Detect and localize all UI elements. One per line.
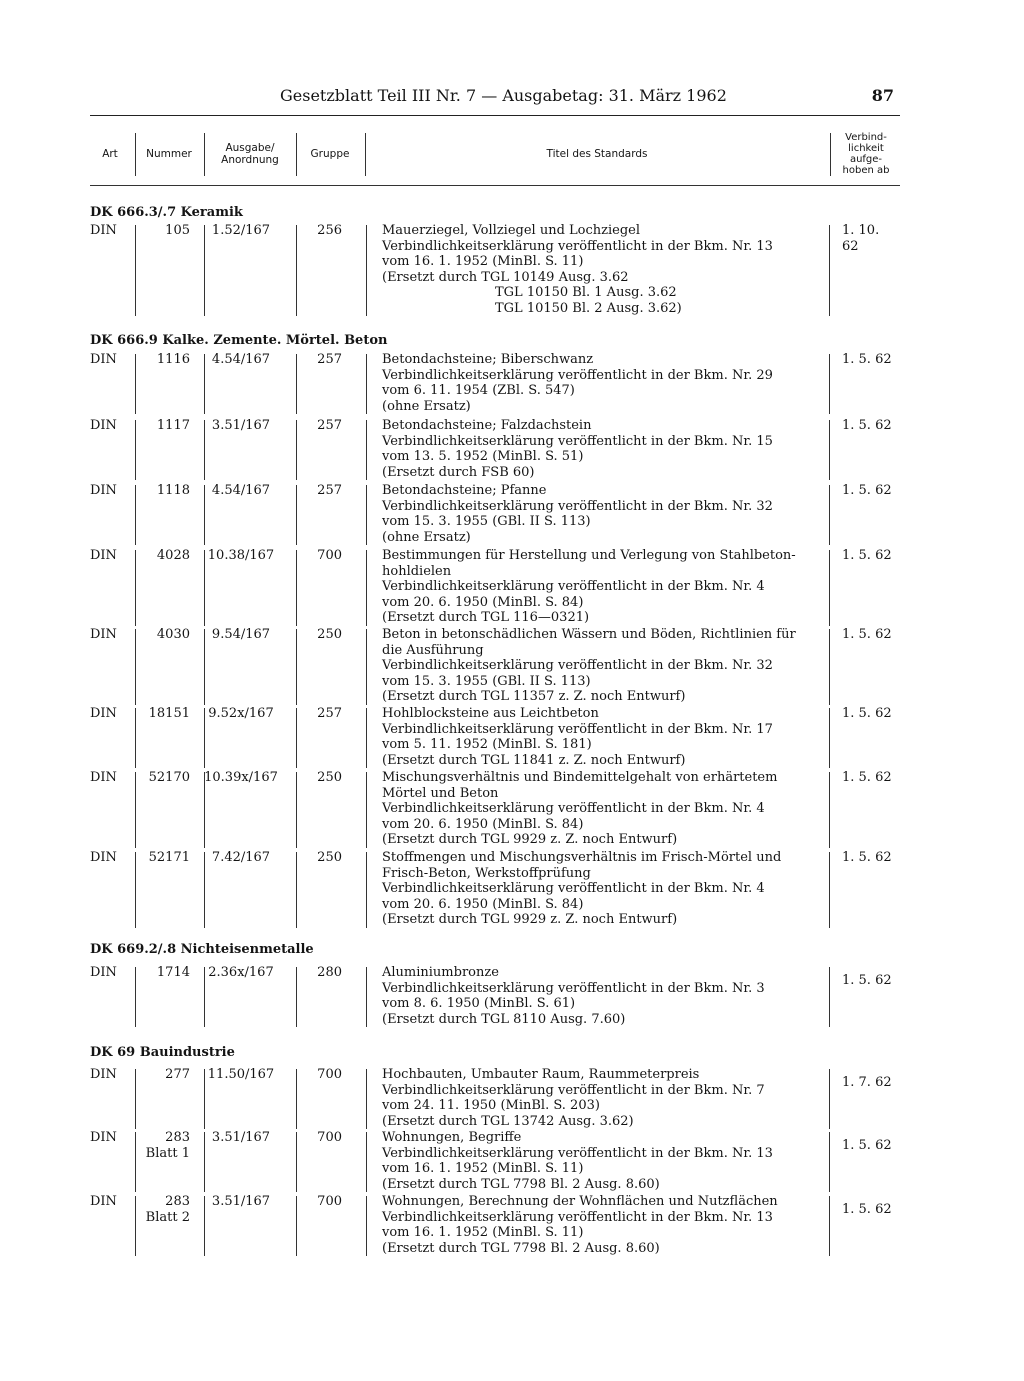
nummer-value: 18151 bbox=[148, 706, 190, 721]
title-line: Mischungsverhältnis und Bindemittelgehalt von erhärtetem bbox=[382, 770, 778, 785]
title-line: Verbindlichkeitserklärung veröffentlicht in der Bkm. Nr. 32 bbox=[382, 498, 773, 514]
title-line: vom 20. 6. 1950 (MinBl. S. 84) bbox=[382, 816, 584, 832]
gruppe-cell: 250 bbox=[317, 627, 342, 642]
ausgabe-cell: 10.38/167 bbox=[207, 548, 275, 563]
column-rule bbox=[296, 629, 297, 705]
ausgabe-cell: 4.54/167 bbox=[211, 352, 271, 367]
column-rule bbox=[829, 485, 830, 545]
title-line: (Ersetzt durch TGL 116—0321) bbox=[382, 610, 590, 625]
title-line: Betondachsteine; Falzdachstein bbox=[382, 418, 592, 433]
column-rule bbox=[204, 354, 205, 414]
column-rule bbox=[204, 420, 205, 480]
title-line: Stoffmengen und Mischungsverhältnis im Frisch-Mörtel und bbox=[382, 850, 782, 865]
gruppe-cell: 257 bbox=[317, 483, 342, 498]
col-header-verbindlichkeit: Verbind- lichkeit aufge- hoben ab bbox=[842, 132, 890, 176]
column-rule bbox=[296, 420, 297, 480]
title-line: (Ersetzt durch TGL 7798 Bl. 2 Ausg. 8.60) bbox=[382, 1240, 660, 1256]
header-title: Gesetzblatt Teil III Nr. 7 — Ausgabetag: 31. März 1962 bbox=[280, 86, 727, 105]
gruppe-cell: 257 bbox=[317, 418, 342, 433]
table-row bbox=[90, 1194, 902, 1256]
column-rule bbox=[366, 225, 367, 316]
section-heading: DK 666.9 Kalke. Zemente. Mörtel. Beton bbox=[90, 333, 388, 348]
title-line: (Ersetzt durch TGL 11841 z. Z. noch Entwurf) bbox=[382, 752, 686, 768]
table-row bbox=[90, 418, 902, 480]
title-line: Aluminiumbronze bbox=[382, 965, 499, 980]
nummer-value: 4028 bbox=[156, 548, 190, 563]
art-cell: DIN bbox=[90, 223, 117, 238]
column-rule bbox=[366, 550, 367, 626]
column-rule bbox=[296, 485, 297, 545]
col-header-gruppe: Gruppe bbox=[310, 148, 350, 160]
column-rule bbox=[829, 420, 830, 480]
column-rule bbox=[366, 708, 367, 768]
column-rule bbox=[366, 772, 367, 848]
title-cell bbox=[382, 223, 830, 316]
gruppe-cell: 257 bbox=[317, 352, 342, 367]
column-rule bbox=[204, 1069, 205, 1129]
aufgehoben-cell: 1. 5. 62 bbox=[842, 770, 892, 785]
column-rule bbox=[135, 772, 136, 848]
title-line: Verbindlichkeitserklärung veröffentlicht in der Bkm. Nr. 17 bbox=[382, 721, 773, 737]
column-rule bbox=[135, 1196, 136, 1256]
title-line: (Ersetzt durch TGL 13742 Ausg. 3.62) bbox=[382, 1113, 634, 1129]
title-line: Verbindlichkeitserklärung veröffentlicht in der Bkm. Nr. 32 bbox=[382, 658, 773, 673]
column-rule bbox=[135, 629, 136, 705]
title-line: (Ersetzt durch TGL 10149 Ausg. 3.62 bbox=[382, 269, 629, 285]
aufgehoben-cell: 1. 5. 62 bbox=[842, 548, 892, 563]
col-header-titel: Titel des Standards bbox=[546, 148, 648, 160]
title-line: vom 15. 3. 1955 (GBl. II S. 113) bbox=[382, 514, 591, 529]
title-line: Verbindlichkeitserklärung veröffentlicht in der Bkm. Nr. 13 bbox=[382, 238, 773, 254]
title-line: Betondachsteine; Biberschwanz bbox=[382, 352, 594, 367]
col-divider bbox=[830, 133, 831, 176]
header-rule bbox=[90, 115, 900, 116]
section-heading: DK 666.3/.7 Keramik bbox=[90, 205, 243, 220]
table-row bbox=[90, 1067, 902, 1129]
nummer-value: 283 bbox=[165, 1194, 190, 1209]
column-rule bbox=[366, 1132, 367, 1192]
title-line: Verbindlichkeitserklärung veröffentlicht in der Bkm. Nr. 7 bbox=[382, 1082, 765, 1098]
art-cell: DIN bbox=[90, 770, 117, 785]
column-rule bbox=[366, 1196, 367, 1256]
title-line: Wohnungen, Berechnung der Wohnflächen und Nutzflächen bbox=[382, 1194, 778, 1209]
column-rule bbox=[829, 225, 830, 316]
column-rule bbox=[829, 1069, 830, 1129]
column-rule bbox=[135, 485, 136, 545]
art-cell: DIN bbox=[90, 483, 117, 498]
title-line: die Ausführung bbox=[382, 642, 484, 658]
ausgabe-cell: 9.54/167 bbox=[211, 627, 271, 642]
title-line: vom 13. 5. 1952 (MinBl. S. 51) bbox=[382, 449, 584, 464]
aufgehoben-cell: 1. 5. 62 bbox=[842, 483, 892, 498]
column-rule bbox=[296, 1069, 297, 1129]
title-line: Betondachsteine; Pfanne bbox=[382, 483, 547, 498]
ausgabe-cell: 3.51/167 bbox=[211, 1194, 271, 1209]
aufgehoben-cell: 1. 5. 62 bbox=[842, 627, 892, 642]
column-rule bbox=[204, 629, 205, 705]
col-divider bbox=[296, 133, 297, 176]
col-header-ausgabe: Ausgabe/ Anordnung bbox=[221, 142, 279, 166]
ausgabe-cell: 2.36x/167 bbox=[208, 965, 274, 980]
title-line: vom 16. 1. 1952 (MinBl. S. 11) bbox=[382, 254, 584, 269]
title-line: (Ersetzt durch TGL 9929 z. Z. noch Entwurf) bbox=[382, 832, 678, 847]
nummer-value: 52170 bbox=[148, 770, 190, 785]
title-line: vom 8. 6. 1950 (MinBl. S. 61) bbox=[382, 996, 576, 1011]
title-line: Verbindlichkeitserklärung veröffentlicht in der Bkm. Nr. 3 bbox=[382, 980, 765, 996]
gruppe-cell: 700 bbox=[317, 1130, 342, 1145]
title-cell bbox=[382, 418, 830, 480]
ausgabe-cell: 4.54/167 bbox=[211, 483, 271, 498]
column-rule bbox=[135, 852, 136, 928]
title-cell bbox=[382, 1194, 830, 1256]
title-cell bbox=[382, 1067, 830, 1129]
ausgabe-cell: 3.51/167 bbox=[211, 418, 271, 433]
art-cell: DIN bbox=[90, 1194, 117, 1209]
nummer-cell bbox=[140, 965, 190, 981]
nummer-value: 4030 bbox=[156, 627, 190, 642]
ausgabe-cell: 9.52x/167 bbox=[208, 706, 274, 721]
gruppe-cell: 256 bbox=[317, 223, 342, 238]
column-rule bbox=[135, 550, 136, 626]
column-rule bbox=[366, 485, 367, 545]
aufgehoben-cell: 1. 5. 62 bbox=[842, 418, 892, 433]
column-rule bbox=[204, 225, 205, 316]
nummer-value: 277 bbox=[165, 1067, 190, 1082]
column-rule bbox=[135, 1132, 136, 1192]
nummer-cell bbox=[140, 352, 190, 368]
art-cell: DIN bbox=[90, 627, 117, 642]
column-rule bbox=[204, 852, 205, 928]
title-line: Verbindlichkeitserklärung veröffentlicht in der Bkm. Nr. 29 bbox=[382, 367, 773, 383]
column-rule bbox=[829, 967, 830, 1027]
page-number: 87 bbox=[871, 86, 894, 105]
gruppe-cell: 700 bbox=[317, 1067, 342, 1082]
art-cell: DIN bbox=[90, 548, 117, 563]
title-cell bbox=[382, 483, 830, 545]
column-rule bbox=[296, 225, 297, 316]
ausgabe-cell: 3.51/167 bbox=[211, 1130, 271, 1145]
column-rule bbox=[296, 550, 297, 626]
nummer-cell bbox=[140, 483, 190, 499]
col-divider bbox=[365, 133, 366, 176]
column-rule bbox=[829, 708, 830, 768]
aufgehoben-cell: 1. 5. 62 bbox=[842, 1138, 892, 1153]
art-cell: DIN bbox=[90, 965, 117, 980]
nummer-cell bbox=[140, 418, 190, 434]
table-row bbox=[90, 850, 902, 928]
table-row bbox=[90, 627, 902, 705]
title-line: Bestimmungen für Herstellung und Verlegung von Stahlbeton- bbox=[382, 548, 796, 563]
title-cell bbox=[382, 1130, 830, 1192]
aufgehoben-cell: 1. 5. 62 bbox=[842, 850, 892, 865]
gruppe-cell: 250 bbox=[317, 850, 342, 865]
column-rule bbox=[296, 1196, 297, 1256]
nummer-cell bbox=[140, 706, 190, 722]
column-rule bbox=[135, 225, 136, 316]
page-header bbox=[90, 86, 898, 110]
title-line: Beton in betonschädlichen Wässern und Böden, Richtlinien für bbox=[382, 627, 796, 642]
nummer-cell bbox=[140, 1067, 190, 1083]
column-rule bbox=[296, 354, 297, 414]
gruppe-cell: 250 bbox=[317, 770, 342, 785]
column-rule bbox=[204, 967, 205, 1027]
column-rule bbox=[135, 354, 136, 414]
title-cell bbox=[382, 965, 830, 1027]
title-line: TGL 10150 Bl. 1 Ausg. 3.62 bbox=[495, 285, 677, 300]
aufgehoben-cell: 1. 7. 62 bbox=[842, 1075, 892, 1090]
table-row bbox=[90, 352, 902, 414]
nummer-value: 52171 bbox=[148, 850, 190, 865]
column-rule bbox=[366, 629, 367, 705]
art-cell: DIN bbox=[90, 706, 117, 721]
title-line: vom 5. 11. 1952 (MinBl. S. 181) bbox=[382, 737, 592, 752]
column-rule bbox=[366, 967, 367, 1027]
column-rule bbox=[135, 1069, 136, 1129]
aufgehoben-cell: 1. 5. 62 bbox=[842, 706, 892, 721]
title-cell bbox=[382, 850, 830, 928]
title-line: Verbindlichkeitserklärung veröffentlicht in der Bkm. Nr. 13 bbox=[382, 1209, 773, 1225]
table-row bbox=[90, 548, 902, 626]
nummer-value: 283 bbox=[165, 1130, 190, 1145]
column-rule bbox=[366, 1069, 367, 1129]
column-rule bbox=[366, 354, 367, 414]
title-line: (ohne Ersatz) bbox=[382, 398, 471, 414]
nummer-value: 105 bbox=[165, 223, 190, 238]
column-rule bbox=[135, 420, 136, 480]
column-rule bbox=[829, 1196, 830, 1256]
table-row bbox=[90, 706, 902, 768]
title-line: Verbindlichkeitserklärung veröffentlicht in der Bkm. Nr. 4 bbox=[382, 881, 765, 896]
column-rule bbox=[829, 852, 830, 928]
nummer-value: 1116 bbox=[156, 352, 190, 367]
column-rule bbox=[204, 708, 205, 768]
column-rule bbox=[829, 354, 830, 414]
column-rule bbox=[366, 420, 367, 480]
title-line: vom 20. 6. 1950 (MinBl. S. 84) bbox=[382, 594, 584, 610]
title-line: (ohne Ersatz) bbox=[382, 529, 471, 545]
column-rule bbox=[135, 967, 136, 1027]
section-heading: DK 669.2/.8 Nichteisenmetalle bbox=[90, 942, 314, 957]
title-line: vom 6. 11. 1954 (ZBl. S. 547) bbox=[382, 383, 575, 398]
title-line: vom 15. 3. 1955 (GBl. II S. 113) bbox=[382, 673, 591, 689]
art-cell: DIN bbox=[90, 418, 117, 433]
column-rule bbox=[829, 1132, 830, 1192]
column-rule bbox=[296, 852, 297, 928]
nummer-blatt: Blatt 2 bbox=[145, 1209, 190, 1225]
ausgabe-cell: 7.42/167 bbox=[211, 850, 271, 865]
aufgehoben-cell: 1. 10. 62 bbox=[842, 223, 880, 254]
title-line: Mauerziegel, Vollziegel und Lochziegel bbox=[382, 223, 641, 238]
title-line: vom 16. 1. 1952 (MinBl. S. 11) bbox=[382, 1161, 584, 1176]
nummer-value: 1117 bbox=[156, 418, 190, 433]
column-rule bbox=[829, 772, 830, 848]
title-line: (Ersetzt durch TGL 9929 z. Z. noch Entwurf) bbox=[382, 912, 678, 927]
nummer-cell bbox=[140, 1194, 190, 1225]
title-line: TGL 10150 Bl. 2 Ausg. 3.62) bbox=[495, 300, 682, 316]
aufgehoben-cell: 1. 5. 62 bbox=[842, 352, 892, 367]
column-rule bbox=[296, 708, 297, 768]
title-line: (Ersetzt durch TGL 8110 Ausg. 7.60) bbox=[382, 1011, 626, 1027]
art-cell: DIN bbox=[90, 850, 117, 865]
nummer-cell bbox=[140, 850, 190, 866]
title-cell bbox=[382, 352, 830, 414]
title-cell bbox=[382, 706, 830, 768]
col-header-nummer: Nummer bbox=[146, 148, 192, 160]
title-line: Frisch-Beton, Werkstoffprüfung bbox=[382, 865, 591, 881]
gruppe-cell: 700 bbox=[317, 548, 342, 563]
title-line: Verbindlichkeitserklärung veröffentlicht in der Bkm. Nr. 4 bbox=[382, 801, 765, 816]
gruppe-cell: 700 bbox=[317, 1194, 342, 1209]
nummer-cell bbox=[140, 1130, 190, 1161]
title-cell bbox=[382, 770, 830, 848]
column-rule bbox=[296, 967, 297, 1027]
title-line: (Ersetzt durch TGL 7798 Bl. 2 Ausg. 8.60) bbox=[382, 1176, 660, 1192]
nummer-value: 1714 bbox=[156, 965, 190, 980]
gruppe-cell: 257 bbox=[317, 706, 342, 721]
title-line: (Ersetzt durch FSB 60) bbox=[382, 464, 535, 480]
nummer-cell bbox=[140, 627, 190, 643]
ausgabe-cell: 11.50/167 bbox=[207, 1067, 275, 1082]
table-row bbox=[90, 483, 902, 545]
ausgabe-cell: 10.39x/167 bbox=[204, 770, 278, 785]
art-cell: DIN bbox=[90, 352, 117, 367]
column-rule bbox=[829, 550, 830, 626]
title-line: Hohlblocksteine aus Leichtbeton bbox=[382, 706, 599, 721]
column-rule bbox=[296, 772, 297, 848]
column-rule bbox=[204, 772, 205, 848]
nummer-cell bbox=[140, 770, 190, 786]
title-cell bbox=[382, 627, 830, 705]
title-line: Verbindlichkeitserklärung veröffentlicht in der Bkm. Nr. 4 bbox=[382, 579, 765, 594]
column-rule bbox=[204, 485, 205, 545]
aufgehoben-cell: 1. 5. 62 bbox=[842, 973, 892, 988]
table-row bbox=[90, 965, 902, 1027]
title-line: Wohnungen, Begriffe bbox=[382, 1130, 522, 1145]
column-rule bbox=[204, 550, 205, 626]
col-divider bbox=[135, 133, 136, 176]
table-row bbox=[90, 1130, 902, 1192]
nummer-cell bbox=[140, 548, 190, 564]
section-heading: DK 69 Bauindustrie bbox=[90, 1045, 235, 1060]
column-rule bbox=[366, 852, 367, 928]
column-rule bbox=[296, 1132, 297, 1192]
title-line: Mörtel und Beton bbox=[382, 785, 499, 801]
col-divider bbox=[204, 133, 205, 176]
aufgehoben-cell: 1. 5. 62 bbox=[842, 1202, 892, 1217]
column-rule bbox=[829, 629, 830, 705]
header-bottom-rule bbox=[90, 185, 900, 186]
title-line: hohldielen bbox=[382, 563, 452, 579]
title-line: vom 16. 1. 1952 (MinBl. S. 11) bbox=[382, 1225, 584, 1240]
table-row bbox=[90, 223, 902, 316]
table-row bbox=[90, 770, 902, 848]
title-line: Verbindlichkeitserklärung veröffentlicht in der Bkm. Nr. 13 bbox=[382, 1145, 773, 1161]
ausgabe-cell: 1.52/167 bbox=[211, 223, 271, 238]
title-line: Hochbauten, Umbauter Raum, Raummeterpreis bbox=[382, 1067, 700, 1082]
art-cell: DIN bbox=[90, 1067, 117, 1082]
column-rule bbox=[204, 1196, 205, 1256]
col-header-art: Art bbox=[102, 148, 118, 160]
title-cell bbox=[382, 548, 830, 626]
column-rule bbox=[204, 1132, 205, 1192]
nummer-value: 1118 bbox=[156, 483, 190, 498]
nummer-cell bbox=[140, 223, 190, 239]
title-line: (Ersetzt durch TGL 11357 z. Z. noch Entwurf) bbox=[382, 689, 686, 704]
column-rule bbox=[135, 708, 136, 768]
gruppe-cell: 280 bbox=[317, 965, 342, 980]
title-line: vom 20. 6. 1950 (MinBl. S. 84) bbox=[382, 896, 584, 912]
title-line: vom 24. 11. 1950 (MinBl. S. 203) bbox=[382, 1098, 600, 1113]
nummer-blatt: Blatt 1 bbox=[145, 1145, 190, 1161]
title-line: Verbindlichkeitserklärung veröffentlicht in der Bkm. Nr. 15 bbox=[382, 433, 773, 449]
art-cell: DIN bbox=[90, 1130, 117, 1145]
